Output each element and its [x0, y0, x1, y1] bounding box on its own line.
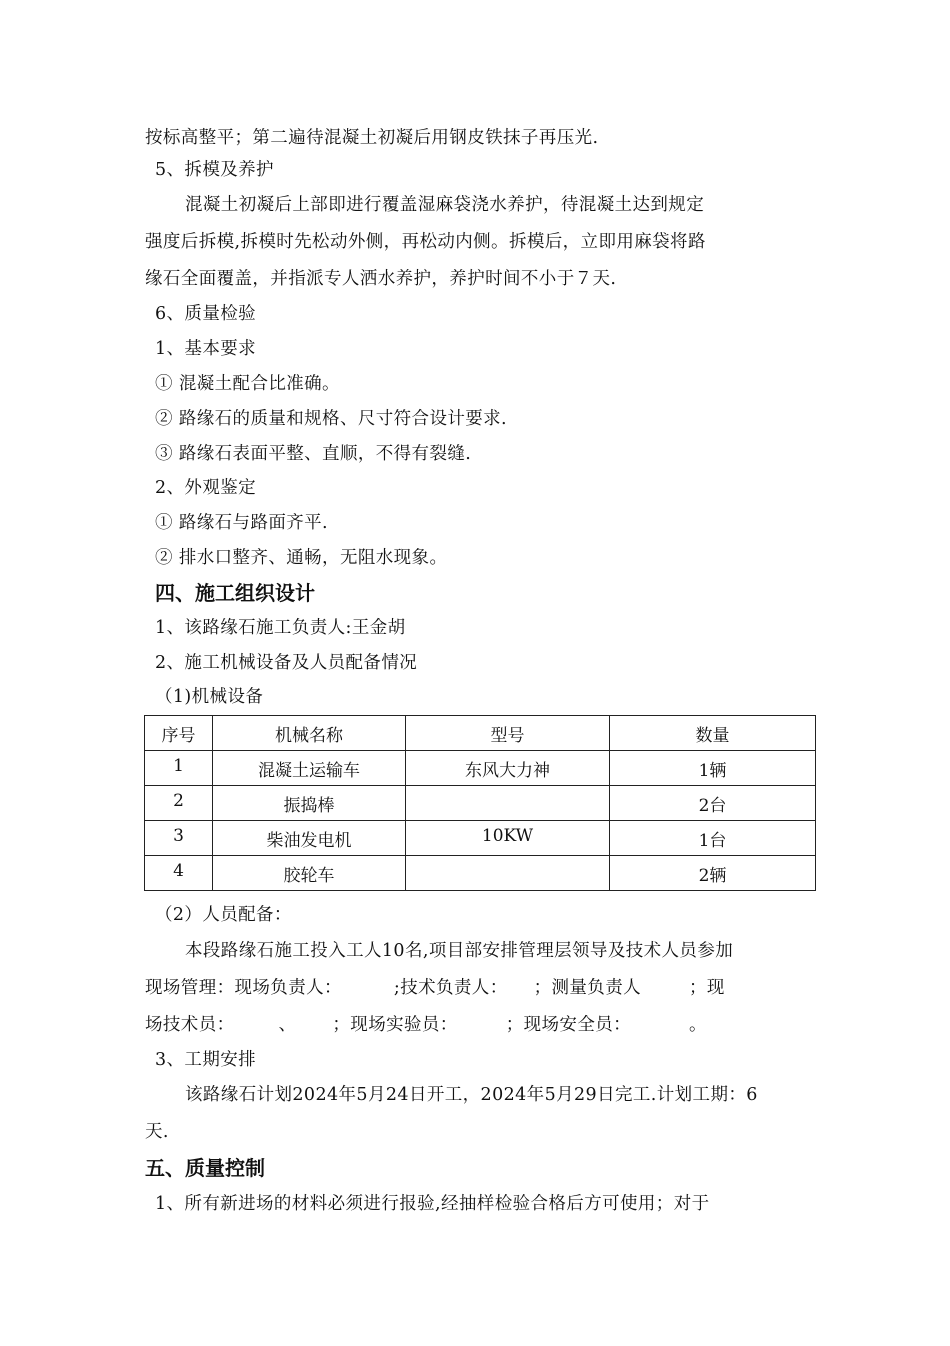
- text-line: [145, 970, 815, 1006]
- list-item: ② 路缘石的质量和规格、尺寸符合设计要求.: [155, 409, 508, 429]
- text-fragment: ；现场安全员：: [505, 1015, 632, 1035]
- table-cell: 1: [145, 751, 213, 786]
- list-item: ① 混凝土配合比准确。: [155, 374, 340, 394]
- table-header: 数量: [610, 716, 816, 751]
- text-fragment: 、: [278, 1015, 297, 1035]
- table-cell: [406, 856, 610, 891]
- text-fragment: 现场管理：现场负责人：: [145, 978, 342, 998]
- text-line: （2）人员配备：: [155, 905, 292, 925]
- text-line: 混凝土初凝后上部即进行覆盖湿麻袋浇水养护，待混凝土达到规定: [185, 195, 705, 215]
- table-cell: 4: [145, 856, 213, 891]
- table-cell: 柴油发电机: [213, 821, 406, 856]
- table-row: [145, 786, 816, 821]
- text-line: 该路缘石计划2024年5月24日开工，2024年5月29日完工.计划工期：6: [185, 1085, 758, 1105]
- text-fragment: ；现: [689, 978, 725, 998]
- text-line: 天.: [145, 1122, 169, 1142]
- text-line: 1、该路缘石施工负责人:王金胡: [155, 618, 406, 638]
- text-line: 2、施工机械设备及人员配备情况: [155, 653, 418, 673]
- text-line: （1)机械设备: [155, 687, 264, 707]
- section-heading: 5、拆模及养护: [155, 160, 274, 180]
- text-fragment: 场技术员：: [145, 1015, 235, 1035]
- table-header: 序号: [145, 716, 213, 751]
- table-cell: 10KW: [406, 821, 610, 856]
- table-row: [145, 821, 816, 856]
- list-item: ③ 路缘石表面平整、直顺，不得有裂缝.: [155, 444, 472, 464]
- chapter-heading: 五、质量控制: [145, 1156, 265, 1180]
- equipment-table: [144, 715, 816, 891]
- section-heading: 3、工期安排: [155, 1050, 257, 1070]
- text-fragment: 。: [689, 1015, 707, 1035]
- text-line: 强度后拆模,拆模时先松动外侧，再松动内侧。拆模后，立即用麻袋将路: [145, 232, 706, 252]
- table-cell: 混凝土运输车: [213, 751, 406, 786]
- section-heading: 2、外观鉴定: [155, 478, 257, 498]
- text-fragment: ；测量负责人: [533, 978, 642, 998]
- table-cell: 胶轮车: [213, 856, 406, 891]
- table-cell: 振捣棒: [213, 786, 406, 821]
- text-fragment: ；现场实验员：: [332, 1015, 458, 1035]
- table-cell: [406, 786, 610, 821]
- text-line: 缘石全面覆盖，并指派专人洒水养护，养护时间不小于７天.: [145, 269, 617, 289]
- table-cell: 1辆: [610, 751, 816, 786]
- text-line: 按标高整平；第二遍待混凝土初凝后用钢皮铁抹子再压光.: [145, 128, 599, 148]
- table-cell: 2辆: [610, 856, 816, 891]
- table-cell: 东风大力神: [406, 751, 610, 786]
- list-item: ① 路缘石与路面齐平.: [155, 513, 329, 533]
- table-header: 机械名称: [213, 716, 406, 751]
- table-cell: 2台: [610, 786, 816, 821]
- table-cell: 3: [145, 821, 213, 856]
- table-header-row: [145, 716, 816, 751]
- table-row: [145, 856, 816, 891]
- text-line: 1、所有新进场的材料必须进行报验,经抽样检验合格后方可使用；对于: [155, 1194, 710, 1214]
- text-line: [145, 1007, 815, 1043]
- table-header: 型号: [406, 716, 610, 751]
- list-item: ② 排水口整齐、通畅，无阻水现象。: [155, 548, 448, 568]
- table-row: [145, 751, 816, 786]
- table-cell: 1台: [610, 821, 816, 856]
- table-cell: 2: [145, 786, 213, 821]
- text-line: 本段路缘石施工投入工人10名,项目部安排管理层领导及技术人员参加: [185, 941, 734, 961]
- text-fragment: ;技术负责人：: [393, 978, 508, 998]
- chapter-heading: 四、施工组织设计: [155, 581, 315, 605]
- section-heading: 6、质量检验: [155, 304, 257, 324]
- section-heading: 1、基本要求: [155, 339, 257, 359]
